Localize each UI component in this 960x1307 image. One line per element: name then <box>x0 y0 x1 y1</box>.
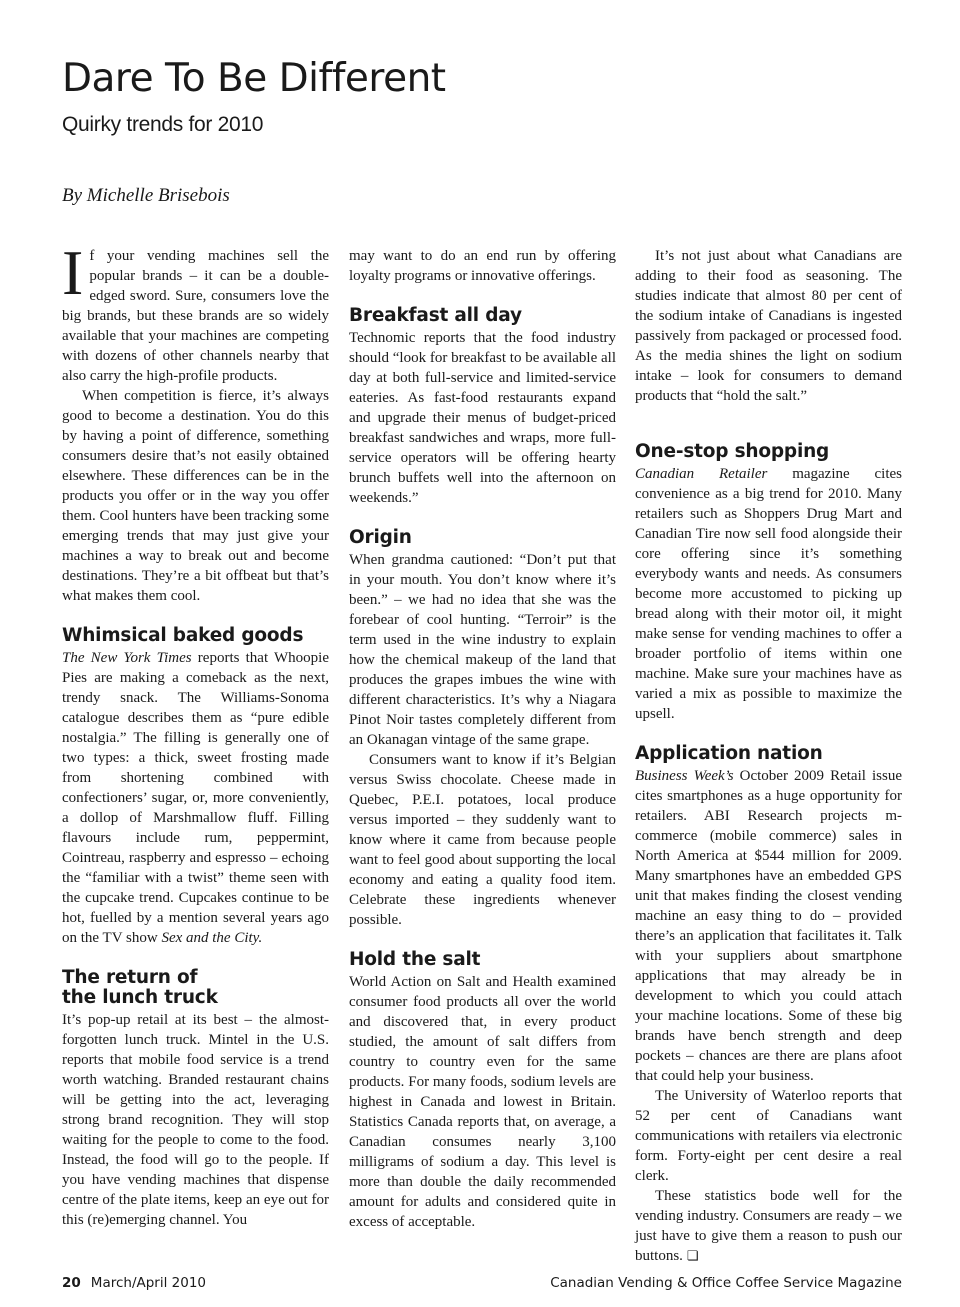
page-footer <box>62 1275 902 1291</box>
article-title: Dare To Be Different <box>62 56 446 101</box>
heading-line-2: the lunch truck <box>62 987 218 1008</box>
paragraph <box>635 464 902 724</box>
intro-paragraph <box>62 237 329 386</box>
heading-breakfast-all-day: Breakfast all day <box>349 305 522 326</box>
intro-text: f your vending machines sell the popular brands – it can be a double-edged sword. Sure, consumers love the big brands, but these brands are so widely available that your machines are competing with dozens of other channels nearby that also carry the high-profile products. <box>62 248 329 384</box>
publication-name: Business Week’s <box>635 768 734 784</box>
paragraph-text: These statistics bode well for the vending industry. Consumers are ready – we just have to give them a reason to push our buttons. <box>635 1188 902 1264</box>
article-subtitle: Quirky trends for 2010 <box>62 113 264 136</box>
paragraph: When competition is fierce, it’s always good to become a destination. You do this by having a point of difference, something consumers desire that’s not easily obtained elsewhere. These differences can be in the products you offer or in the way you offer them. Cool hunters have been tracking some emerging trends that may just give your machines a way to break out and become destinations. They’re a bit offbeat but that’s what makes them cool. <box>62 388 330 604</box>
paragraph <box>635 1186 902 1267</box>
page-number: 20 <box>62 1275 81 1291</box>
paragraph: It’s not just about what Canadians are adding to their food as seasoning. The studies indicate that almost 80 per cent of the sodium intake of Canadians is ingested passively from packaged or processed food. As the media shines the light on sodium intake – look for consumers to demand products that “hold the salt.” <box>635 248 902 404</box>
paragraph-text: magazine cites convenience as a big trend for 2010. Many retailers such as Shoppers Drug Mart and Canadian Tire now sell food alongside their core offering since it’s something everybody wants and needs. As consumers become more accustomed to picking up bread along with their motor oil, it might make sense for vending machines to offer a broader portfolio of items within one machine. Make sure your machines have as varied a mix as possible to maximize the upsell. <box>635 466 902 722</box>
heading-application-nation: Application nation <box>635 743 823 764</box>
paragraph-text: October 2009 Retail issue cites smartphones as a huge opportunity for retailers. ABI Research projects m-commerce (mobile commerce) sales in North America at $544 million for 2009. Many smartphones have an embedded GPS unit that makes finding the closest vending machine an easy thing to do – provided there’s an application that facilitates it. Talk with your suppliers about smartphone applications that may already be in development to which you could attach your machine locations. Some of these big brands have bench strength and deep pockets – chances are there are plans afoot that could help your business. <box>635 768 902 1084</box>
magazine-name: Canadian Vending & Office Coffee Service Magazine <box>550 1275 902 1291</box>
publication-name: The New York Times <box>62 650 192 666</box>
drop-cap: I <box>62 237 84 308</box>
heading-hold-the-salt: Hold the salt <box>349 949 481 970</box>
issue-date: March/April 2010 <box>90 1275 207 1291</box>
heading-whimsical-baked-goods: Whimsical baked goods <box>62 625 304 646</box>
end-mark-icon: ❏ <box>686 1249 699 1264</box>
paragraph: When grandma cautioned: “Don’t put that in your mouth. You don’t know where it’s been.” – we had no idea that she was the forebear of cool hunting. “Terroir” is the term used in the wine industry to explain how the chemical makeup of the land that produces the grapes imbues the wine with different characteristics. It’s why a Niagara Pinot Noir tastes completely different from an Okanagan vintage of the same grape. <box>349 552 616 748</box>
paragraph: may want to do an end run by offering loyalty programs or innovative offerings. <box>349 248 616 284</box>
paragraph: World Action on Salt and Health examined consumer food products all over the world and discovered that, in every product studied, the amount of salt differs from country to country even for the same products. For many foods, sodium levels are highest in Canada and lowest in Britain. Statistics Canada reports that, on average, a Canadian consumes nearly 3,100 milligrams of sodium a day. This level is more than double the daily recommended amount for adults and considered quite in excess of acceptable. <box>349 974 616 1230</box>
paragraph <box>62 648 329 948</box>
heading-origin: Origin <box>349 527 412 548</box>
byline: By Michelle Brisebois <box>62 185 230 206</box>
heading-return-of-lunch-truck <box>62 968 329 1008</box>
column-2 <box>349 246 616 1232</box>
paragraph: The University of Waterloo reports that 52 per cent of Canadians want communications with retailers via electronic form. Forty-eight per cent desire a real clerk. <box>635 1088 902 1184</box>
paragraph: It’s pop-up retail at its best – the almost-forgotten lunch truck. Mintel in the U.S. reports that mobile food service is a trend worth watching. Branded restaurant chains will be getting into the act, leveraging strong brand recognition. They will stop waiting for the people to come to the food. Instead, the food will go to the people. If you have vending machines that dispense centre of the plate items, keep an eye out for this (re)emerging channel. You <box>62 1012 329 1228</box>
show-name: Sex and the City. <box>161 930 263 946</box>
paragraph <box>635 766 902 1086</box>
heading-line-1: The return of <box>62 967 198 988</box>
heading-one-stop-shopping: One-stop shopping <box>635 441 830 462</box>
paragraph: Technomic reports that the food industry should “look for breakfast to be available all day at both full-service and limited-service eateries. As fast-food restaurants expand and upgrade their menus of budget-priced breakfast sandwiches and wraps, more full-service operators will be offering hearty brunch buffets well into the afternoon on weekends.” <box>349 330 616 506</box>
publication-name: Canadian Retailer <box>635 466 768 482</box>
paragraph: Consumers want to know if it’s Belgian versus Swiss chocolate. Cheese made in Quebec, P.E.I. potatoes, local produce versus imported – they suddenly want to know where it came from because people want to feel good about supporting the local economy and eating a quality food item. Celebrate these ingredients whenever possible. <box>349 752 616 928</box>
column-3 <box>635 246 902 1267</box>
paragraph-text: reports that Whoopie Pies are making a comeback as the next, trendy snack. The Williams-Sonoma catalogue describes them as “pure edible nostalgia.” The filling is generally one of two types: a thick, sweet frosting made from shortening combined with confectioners’ sugar, or, more conveniently, a dollop of Marshmallow fluff. Filling flavours include rum, peppermint, Cointreau, raspberry and espresso – echoing the “familiar with a twist” theme seen with the cupcake trend. Cupcakes continue to be hot, fuelled by a mention several years ago on the TV show <box>62 650 329 946</box>
column-1 <box>62 237 330 1230</box>
